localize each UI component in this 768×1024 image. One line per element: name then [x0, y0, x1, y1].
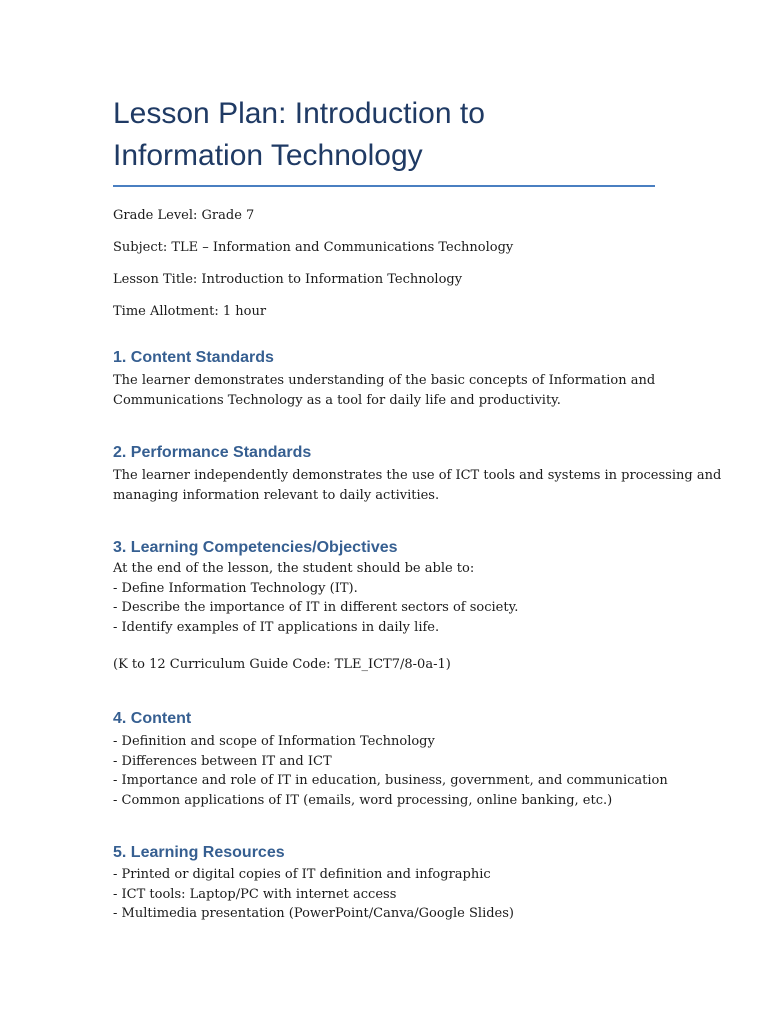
section-heading: 3. Learning Competencies/Objectives [113, 539, 398, 556]
list-item: - Multimedia presentation (PowerPoint/Canva/Google Slides) [113, 906, 514, 921]
section-heading: 5. Learning Resources [113, 844, 285, 861]
section-content-standards [113, 347, 655, 410]
title-line-2: Information Technology [113, 139, 423, 172]
lesson-title: Lesson Title: Introduction to Information Technology [113, 272, 463, 287]
list-item: - Describe the importance of IT in different sectors of society. [113, 600, 519, 615]
paragraph-line: Communications Technology as a tool for daily life and productivity. [113, 392, 561, 408]
list-item: - Define Information Technology (IT). [113, 580, 358, 596]
list-item: - Common applications of IT (emails, word processing, online banking, etc.) [113, 792, 613, 808]
section-competencies [113, 537, 655, 675]
section-heading: 4. Content [113, 710, 192, 727]
list-item: - Printed or digital copies of IT definition and infographic [113, 867, 491, 882]
document-title [113, 93, 655, 187]
time-allotment: Time Allotment: 1 hour [113, 304, 267, 319]
list-item: - Identify examples of IT applications in daily life. [113, 619, 440, 635]
grade-level: Grade Level: Grade 7 [113, 208, 255, 223]
document-page [113, 93, 655, 335]
section-heading: 1. Content Standards [113, 349, 274, 366]
paragraph-line: The learner demonstrates understanding of the basic concepts of Information and [113, 373, 656, 388]
subject: Subject: TLE – Information and Communications Technology [113, 240, 514, 255]
curriculum-code: (K to 12 Curriculum Guide Code: TLE_ICT7/8-0a-1) [113, 657, 451, 672]
list-item: - Definition and scope of Information Technology [113, 734, 435, 749]
paragraph-line: The learner independently demonstrates the use of ICT tools and systems in processing and [113, 468, 722, 483]
list-item: - ICT tools: Laptop/PC with internet access [113, 886, 397, 902]
lesson-meta [113, 207, 655, 321]
section-content [113, 708, 668, 810]
section-heading: 2. Performance Standards [113, 444, 312, 461]
list-item: At the end of the lesson, the student should be able to: [113, 561, 475, 576]
title-line-1: Lesson Plan: Introduction to [113, 97, 485, 130]
section-performance-standards [113, 442, 722, 505]
list-item: - Importance and role of IT in education, business, government, and communication [113, 773, 668, 788]
section-resources [113, 842, 655, 924]
paragraph-line: managing information relevant to daily activities. [113, 487, 440, 503]
list-item: - Differences between IT and ICT [113, 753, 332, 769]
